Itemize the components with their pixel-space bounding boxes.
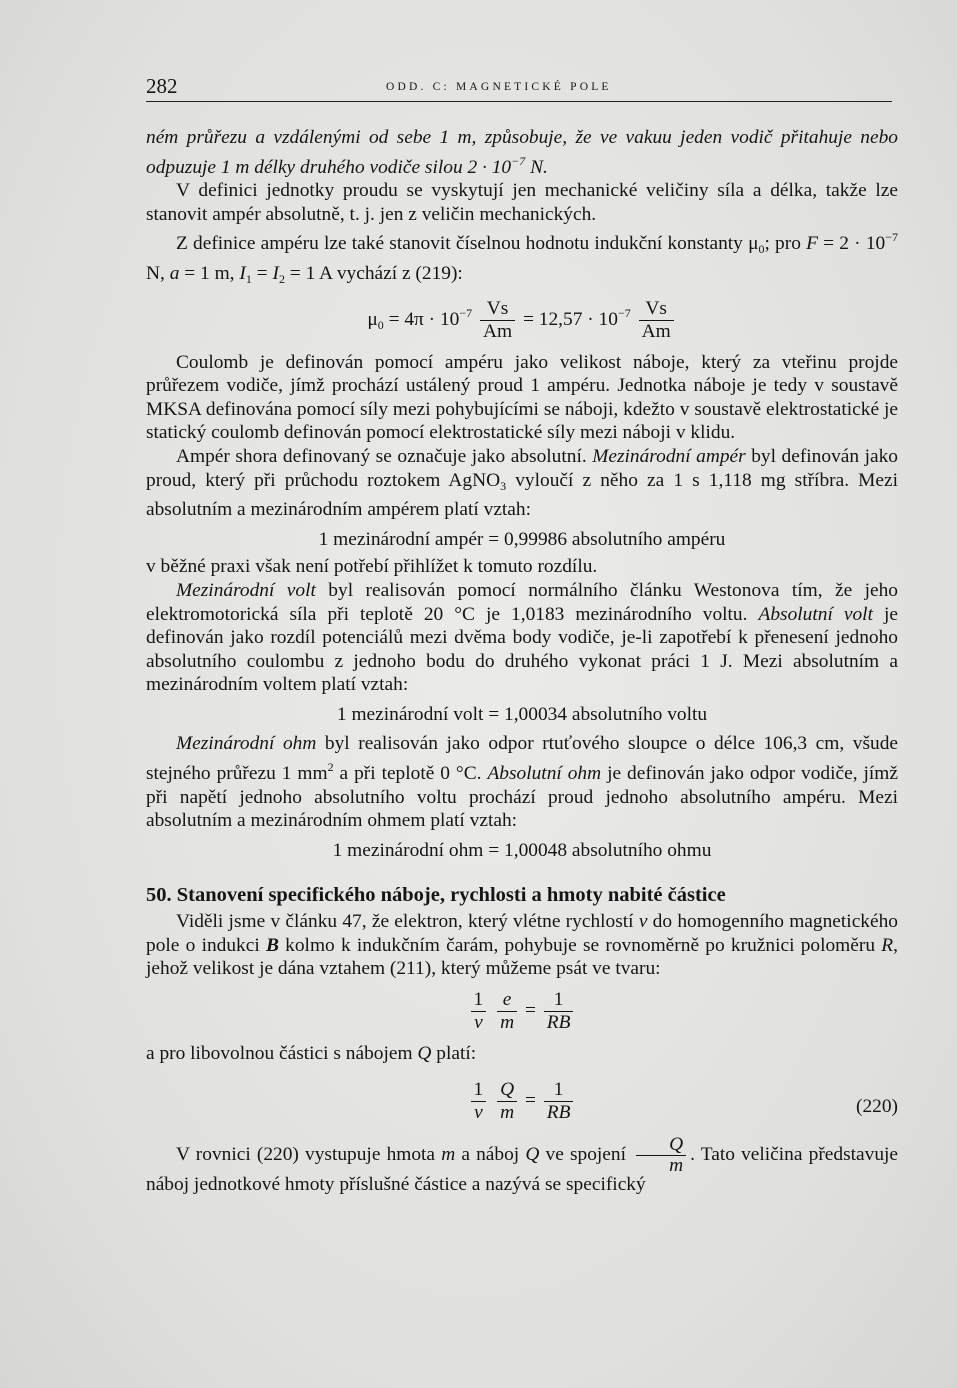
- inline-fraction: $\frac{Q}{m}$: [636, 1135, 686, 1176]
- page-number: 282: [146, 74, 178, 98]
- fraction: $\frac{1}{RB}$: [544, 1079, 574, 1124]
- fraction: $\frac{1}{v}$: [471, 1079, 487, 1124]
- paragraph-11: V rovnici (220) vystupuje hmota m a náboj Q ve spojení $\frac{Q}{m}$ . Tato veličina představuje náboj jednotkové hmoty příslušné částice a nazývá se specifický: [146, 1134, 899, 1196]
- page-header: [146, 74, 890, 104]
- paragraph-1: ném průřezu a vzdálenými od sebe 1 m, způsobuje, že ve vakuu jeden vodič přitahuje nebo odpuzuje 1 m délky druhého vodiče silou $2 \cdot 10^{-7}$ N.: [146, 127, 898, 178]
- paragraph-3: Z definice ampéru lze také stanovit číselnou hodnotu indukční konstanty $\mu_0$; pro $F = 2 \cdot 10^{-7}$ N, a = 1 m, $I_1 = I_2 = 1$ A vychází z (219):: [146, 230, 898, 286]
- equation-ampere: 1 mezinárodní ampér = 0,99986 absolutního ampéru: [318, 528, 726, 550]
- fraction: $\frac{Vs}{Am}$: [639, 298, 674, 343]
- equation-electron: $\frac{1}{v}$ $\frac{e}{m}$ = $\frac{1}{RB}$: [146, 989, 898, 1034]
- equation-ohm: 1 mezinárodní ohm = 1,00048 absolutního ohmu: [332, 839, 712, 861]
- fraction: $\frac{Vs}{Am}$: [480, 298, 515, 343]
- paragraph-10: a pro libovolnou částici s nábojem Q platí:: [146, 1042, 477, 1064]
- equation-volt: 1 mezinárodní volt = 1,00034 absolutního voltu: [336, 703, 708, 725]
- paragraph-4: Coulomb je definován pomocí ampéru jako velikost náboje, který za vteřinu projde průřezem vodiče, jímž prochází ustálený proud 1 ampéru. Jednotka náboje je tedy v soustavě MKSA definována pomocí síly mezi pohybujícími se náboji, kdežto v soustavě elektrostatické je statický coulomb definován pomocí elektrostatické síly mezi náboji v klidu.: [146, 351, 898, 444]
- paragraph-6: v běžné praxi však není potřebí přihlížet k tomuto rozdílu.: [146, 556, 598, 578]
- fraction: $\frac{Q}{m}$: [497, 1079, 517, 1124]
- paragraph-9: Viděli jsme v článku 47, že elektron, který vlétne rychlostí v do homogenního magnetického pole o indukci B kolmo k indukčním čarám, pohybuje se rovnoměrně po kružnici poloměru R, jehož velikost je dána vztahem (211), který můžeme psát ve tvaru:: [146, 911, 898, 980]
- paragraph-5: Ampér shora definovaný se označuje jako absolutní. Mezinárodní ampér byl definován jako proud, který při průchodu roztokem AgNO$_3$ vyloučí z něho za 1 s 1,118 mg stříbra. Mezi absolutním a mezinárodním ampérem platí vztah:: [146, 445, 898, 521]
- equation-number: (220): [855, 1096, 898, 1118]
- equation-mu0: $\mu_0 = 4\pi \cdot 10^{-7}$ $\frac{Vs}{Am}$ = $12,57 \cdot 10^{-7}$ $\frac{Vs}{Am}$: [146, 298, 898, 343]
- running-title: ODD. C: MAGNETICKÉ POLE: [386, 81, 612, 93]
- body-text: [146, 126, 898, 1200]
- header-rule: [146, 101, 892, 102]
- fraction: $\frac{1}{v}$: [471, 989, 487, 1034]
- equation-220: $\frac{1}{v}$ $\frac{Q}{m}$ = $\frac{1}{RB}$ (220): [146, 1079, 898, 1124]
- paragraph-7: Mezinárodní volt byl realisován pomocí normálního článku Westonova tím, že jeho elektromotorická síla při teplotě 20 °C je 1,0183 mezinárodního voltu. Absolutní volt je definován jako rozdíl potenciálů mezi dvěma body vodiče, je-li zapotřebí k přenesení jednoho absolutního coulombu z jednoho bodu do druhého vykonat práci 1 J. Mezi absolutním a mezinárodním voltem platí vztah:: [146, 579, 899, 696]
- section-heading: 50. Stanovení specifického náboje, rychlosti a hmoty nabité částice: [146, 884, 726, 907]
- paragraph-8: Mezinárodní ohm byl realisován jako odpor rtuťového sloupce o délce 106,3 cm, všude stejného průřezu 1 $mm^2$ a při teplotě 0 °C. Absolutní ohm je definován jako odpor vodiče, jímž při napětí jednoho absolutního voltu prochází proud jednoho absolutního ampéru. Mezi absolutním a mezinárodním ohmem platí vztah:: [146, 733, 899, 832]
- fraction: $\frac{e}{m}$: [497, 989, 517, 1034]
- fraction: $\frac{1}{RB}$: [544, 989, 574, 1034]
- paragraph-2: V definici jednotky proudu se vyskytují jen mechanické veličiny síla a délka, takže lze stanovit ampér absolutně, t. j. jen z veličin mechanických.: [146, 180, 898, 225]
